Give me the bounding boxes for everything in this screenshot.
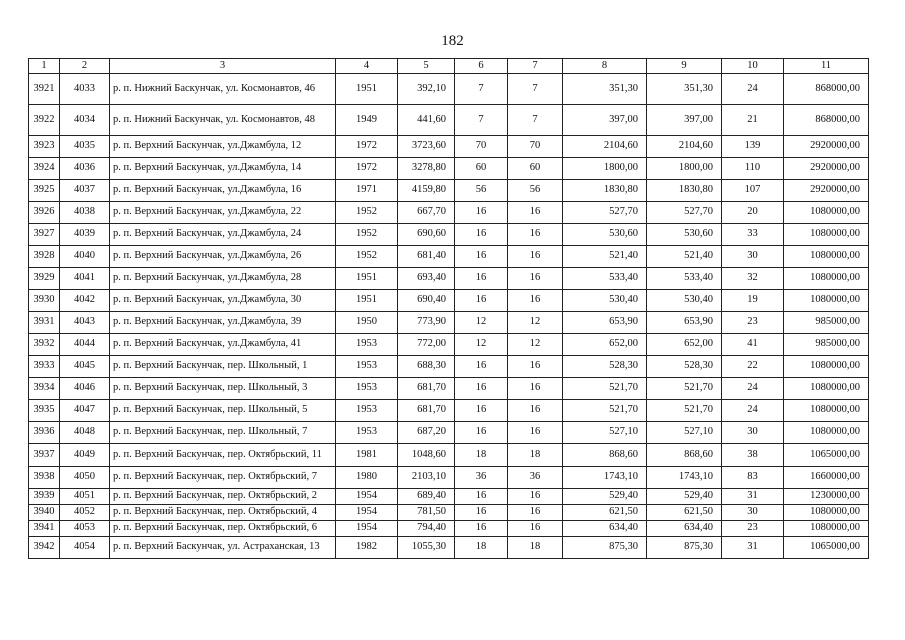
cell-row-number: 3936 (29, 422, 60, 444)
table-row (29, 158, 869, 180)
cell-address: р. п. Верхний Баскунчак, ул.Джамбула, 30 (110, 290, 336, 312)
cell-amount: 2920000,00 (784, 158, 869, 180)
cell-code: 4044 (60, 334, 110, 356)
cell-address: р. п. Верхний Баскунчак, пер. Октябрьский, 6 (110, 521, 336, 537)
cell-amount: 1080000,00 (784, 246, 869, 268)
cell-col7: 16 (508, 356, 563, 378)
cell-code: 4038 (60, 202, 110, 224)
cell-area-b: 1743,10 (647, 467, 722, 489)
cell-total-area: 681,40 (398, 246, 455, 268)
cell-col6: 16 (455, 521, 508, 537)
cell-col7: 18 (508, 444, 563, 467)
cell-area-a: 533,40 (563, 268, 647, 290)
table-row (29, 74, 869, 105)
table-row (29, 268, 869, 290)
page-number: 182 (441, 33, 464, 49)
column-header: 1 (29, 59, 60, 74)
cell-col10: 23 (722, 312, 784, 334)
cell-total-area: 681,70 (398, 400, 455, 422)
cell-row-number: 3940 (29, 505, 60, 521)
cell-address: р. п. Верхний Баскунчак, ул.Джамбула, 22 (110, 202, 336, 224)
cell-row-number: 3942 (29, 537, 60, 559)
table-row (29, 467, 869, 489)
cell-row-number: 3928 (29, 246, 60, 268)
cell-year: 1952 (336, 246, 398, 268)
cell-amount: 1080000,00 (784, 224, 869, 246)
column-header: 8 (563, 59, 647, 74)
cell-col7: 56 (508, 180, 563, 202)
cell-area-a: 397,00 (563, 105, 647, 136)
property-table (28, 58, 869, 559)
cell-area-a: 528,30 (563, 356, 647, 378)
cell-col6: 16 (455, 202, 508, 224)
cell-amount: 1080000,00 (784, 400, 869, 422)
cell-col7: 36 (508, 467, 563, 489)
cell-area-b: 2104,60 (647, 136, 722, 158)
cell-row-number: 3937 (29, 444, 60, 467)
cell-amount: 1080000,00 (784, 356, 869, 378)
cell-total-area: 687,20 (398, 422, 455, 444)
table-row (29, 224, 869, 246)
table-row (29, 489, 869, 505)
cell-col6: 16 (455, 224, 508, 246)
column-header: 9 (647, 59, 722, 74)
cell-col10: 31 (722, 537, 784, 559)
cell-col7: 18 (508, 537, 563, 559)
cell-area-b: 528,30 (647, 356, 722, 378)
cell-amount: 1080000,00 (784, 290, 869, 312)
cell-col7: 16 (508, 489, 563, 505)
cell-total-area: 4159,80 (398, 180, 455, 202)
cell-col10: 110 (722, 158, 784, 180)
cell-area-a: 527,70 (563, 202, 647, 224)
cell-row-number: 3929 (29, 268, 60, 290)
cell-code: 4054 (60, 537, 110, 559)
table-row (29, 180, 869, 202)
table-row (29, 400, 869, 422)
cell-address: р. п. Верхний Баскунчак, ул.Джамбула, 26 (110, 246, 336, 268)
cell-col7: 70 (508, 136, 563, 158)
cell-code: 4034 (60, 105, 110, 136)
cell-code: 4036 (60, 158, 110, 180)
column-header: 3 (110, 59, 336, 74)
cell-code: 4039 (60, 224, 110, 246)
cell-code: 4041 (60, 268, 110, 290)
cell-col6: 16 (455, 246, 508, 268)
cell-address: р. п. Верхний Баскунчак, ул.Джамбула, 24 (110, 224, 336, 246)
cell-amount: 1065000,00 (784, 537, 869, 559)
cell-area-a: 521,70 (563, 400, 647, 422)
cell-address: р. п. Верхний Баскунчак, ул.Джамбула, 39 (110, 312, 336, 334)
cell-area-a: 868,60 (563, 444, 647, 467)
cell-col7: 12 (508, 334, 563, 356)
cell-year: 1953 (336, 334, 398, 356)
cell-area-a: 527,10 (563, 422, 647, 444)
cell-area-b: 1830,80 (647, 180, 722, 202)
cell-col6: 18 (455, 537, 508, 559)
column-header: 6 (455, 59, 508, 74)
cell-code: 4049 (60, 444, 110, 467)
cell-amount: 1065000,00 (784, 444, 869, 467)
cell-amount: 868000,00 (784, 74, 869, 105)
cell-row-number: 3930 (29, 290, 60, 312)
cell-code: 4051 (60, 489, 110, 505)
cell-address: р. п. Верхний Баскунчак, ул.Джамбула, 28 (110, 268, 336, 290)
cell-col10: 19 (722, 290, 784, 312)
table-row (29, 444, 869, 467)
cell-amount: 985000,00 (784, 312, 869, 334)
cell-col7: 16 (508, 202, 563, 224)
cell-year: 1954 (336, 521, 398, 537)
cell-row-number: 3939 (29, 489, 60, 505)
table-row (29, 334, 869, 356)
column-header: 5 (398, 59, 455, 74)
cell-col6: 70 (455, 136, 508, 158)
cell-col6: 60 (455, 158, 508, 180)
cell-area-a: 652,00 (563, 334, 647, 356)
cell-total-area: 441,60 (398, 105, 455, 136)
cell-area-a: 653,90 (563, 312, 647, 334)
cell-amount: 1230000,00 (784, 489, 869, 505)
cell-year: 1954 (336, 489, 398, 505)
cell-area-b: 351,30 (647, 74, 722, 105)
cell-col10: 24 (722, 378, 784, 400)
column-header: 2 (60, 59, 110, 74)
cell-code: 4040 (60, 246, 110, 268)
cell-year: 1950 (336, 312, 398, 334)
cell-total-area: 2103,10 (398, 467, 455, 489)
cell-total-area: 773,90 (398, 312, 455, 334)
table-row (29, 136, 869, 158)
cell-year: 1954 (336, 505, 398, 521)
cell-total-area: 693,40 (398, 268, 455, 290)
cell-col6: 12 (455, 334, 508, 356)
cell-year: 1951 (336, 74, 398, 105)
table-row (29, 537, 869, 559)
cell-col7: 12 (508, 312, 563, 334)
cell-area-a: 530,60 (563, 224, 647, 246)
cell-col6: 7 (455, 105, 508, 136)
cell-row-number: 3941 (29, 521, 60, 537)
cell-total-area: 772,00 (398, 334, 455, 356)
cell-col7: 16 (508, 505, 563, 521)
cell-col10: 31 (722, 489, 784, 505)
cell-amount: 1660000,00 (784, 467, 869, 489)
cell-area-b: 521,40 (647, 246, 722, 268)
cell-area-b: 521,70 (647, 400, 722, 422)
cell-col10: 107 (722, 180, 784, 202)
cell-amount: 2920000,00 (784, 180, 869, 202)
cell-col10: 32 (722, 268, 784, 290)
cell-total-area: 688,30 (398, 356, 455, 378)
cell-col6: 36 (455, 467, 508, 489)
table-row (29, 505, 869, 521)
cell-area-b: 652,00 (647, 334, 722, 356)
table-row (29, 105, 869, 136)
cell-area-a: 1743,10 (563, 467, 647, 489)
cell-row-number: 3938 (29, 467, 60, 489)
cell-area-b: 621,50 (647, 505, 722, 521)
cell-col7: 16 (508, 268, 563, 290)
cell-address: р. п. Верхний Баскунчак, пер. Школьный, 1 (110, 356, 336, 378)
cell-total-area: 781,50 (398, 505, 455, 521)
cell-address: р. п. Верхний Баскунчак, пер. Школьный, 7 (110, 422, 336, 444)
cell-col6: 16 (455, 268, 508, 290)
cell-total-area: 689,40 (398, 489, 455, 505)
cell-row-number: 3921 (29, 74, 60, 105)
cell-row-number: 3931 (29, 312, 60, 334)
cell-year: 1953 (336, 356, 398, 378)
cell-col6: 56 (455, 180, 508, 202)
cell-area-b: 634,40 (647, 521, 722, 537)
cell-area-b: 530,60 (647, 224, 722, 246)
table-row (29, 202, 869, 224)
cell-amount: 1080000,00 (784, 422, 869, 444)
cell-row-number: 3933 (29, 356, 60, 378)
cell-col6: 16 (455, 378, 508, 400)
cell-col6: 7 (455, 74, 508, 105)
cell-address: р. п. Нижний Баскунчак, ул. Космонавтов, 46 (110, 74, 336, 105)
cell-area-a: 2104,60 (563, 136, 647, 158)
column-header: 7 (508, 59, 563, 74)
cell-code: 4037 (60, 180, 110, 202)
cell-col7: 16 (508, 378, 563, 400)
cell-col6: 16 (455, 400, 508, 422)
cell-area-a: 875,30 (563, 537, 647, 559)
cell-area-a: 621,50 (563, 505, 647, 521)
cell-col7: 16 (508, 290, 563, 312)
cell-year: 1972 (336, 158, 398, 180)
cell-code: 4047 (60, 400, 110, 422)
cell-code: 4035 (60, 136, 110, 158)
cell-row-number: 3924 (29, 158, 60, 180)
cell-col7: 16 (508, 422, 563, 444)
cell-total-area: 681,70 (398, 378, 455, 400)
table-row (29, 378, 869, 400)
table-row (29, 521, 869, 537)
cell-col6: 18 (455, 444, 508, 467)
table-row (29, 246, 869, 268)
cell-col7: 7 (508, 105, 563, 136)
cell-total-area: 690,60 (398, 224, 455, 246)
cell-col7: 16 (508, 521, 563, 537)
cell-amount: 985000,00 (784, 334, 869, 356)
cell-code: 4052 (60, 505, 110, 521)
cell-col10: 30 (722, 422, 784, 444)
cell-col7: 16 (508, 224, 563, 246)
cell-col10: 139 (722, 136, 784, 158)
cell-total-area: 794,40 (398, 521, 455, 537)
cell-col10: 24 (722, 400, 784, 422)
cell-amount: 1080000,00 (784, 378, 869, 400)
cell-col6: 12 (455, 312, 508, 334)
cell-row-number: 3923 (29, 136, 60, 158)
cell-area-b: 397,00 (647, 105, 722, 136)
cell-col6: 16 (455, 505, 508, 521)
cell-col10: 38 (722, 444, 784, 467)
cell-row-number: 3925 (29, 180, 60, 202)
cell-total-area: 690,40 (398, 290, 455, 312)
cell-area-b: 527,70 (647, 202, 722, 224)
cell-code: 4053 (60, 521, 110, 537)
cell-area-a: 529,40 (563, 489, 647, 505)
cell-area-a: 521,40 (563, 246, 647, 268)
cell-col6: 16 (455, 422, 508, 444)
cell-col10: 83 (722, 467, 784, 489)
cell-total-area: 667,70 (398, 202, 455, 224)
cell-area-a: 351,30 (563, 74, 647, 105)
cell-area-b: 529,40 (647, 489, 722, 505)
cell-area-b: 521,70 (647, 378, 722, 400)
cell-amount: 1080000,00 (784, 521, 869, 537)
cell-address: р. п. Верхний Баскунчак, пер. Школьный, 3 (110, 378, 336, 400)
cell-row-number: 3922 (29, 105, 60, 136)
cell-amount: 1080000,00 (784, 505, 869, 521)
cell-total-area: 3278,80 (398, 158, 455, 180)
cell-code: 4048 (60, 422, 110, 444)
cell-year: 1951 (336, 268, 398, 290)
cell-col6: 16 (455, 356, 508, 378)
cell-total-area: 392,10 (398, 74, 455, 105)
cell-year: 1953 (336, 378, 398, 400)
cell-col6: 16 (455, 290, 508, 312)
cell-address: р. п. Нижний Баскунчак, ул. Космонавтов, 48 (110, 105, 336, 136)
cell-area-b: 533,40 (647, 268, 722, 290)
cell-code: 4046 (60, 378, 110, 400)
cell-year: 1952 (336, 202, 398, 224)
header-row (29, 59, 869, 74)
cell-col10: 20 (722, 202, 784, 224)
cell-year: 1949 (336, 105, 398, 136)
cell-address: р. п. Верхний Баскунчак, пер. Октябрьский, 11 (110, 444, 336, 467)
cell-area-a: 1830,80 (563, 180, 647, 202)
cell-row-number: 3927 (29, 224, 60, 246)
cell-address: р. п. Верхний Баскунчак, пер. Октябрьский, 7 (110, 467, 336, 489)
cell-address: р. п. Верхний Баскунчак, ул. Астраханская, 13 (110, 537, 336, 559)
table-row (29, 312, 869, 334)
cell-year: 1953 (336, 400, 398, 422)
cell-address: р. п. Верхний Баскунчак, пер. Октябрьский, 4 (110, 505, 336, 521)
table-row (29, 290, 869, 312)
cell-col10: 41 (722, 334, 784, 356)
cell-total-area: 3723,60 (398, 136, 455, 158)
cell-col10: 21 (722, 105, 784, 136)
cell-year: 1972 (336, 136, 398, 158)
cell-address: р. п. Верхний Баскунчак, пер. Октябрьский, 2 (110, 489, 336, 505)
cell-area-b: 868,60 (647, 444, 722, 467)
cell-address: р. п. Верхний Баскунчак, ул.Джамбула, 12 (110, 136, 336, 158)
cell-year: 1982 (336, 537, 398, 559)
cell-col10: 30 (722, 246, 784, 268)
cell-total-area: 1048,60 (398, 444, 455, 467)
cell-amount: 868000,00 (784, 105, 869, 136)
cell-area-b: 527,10 (647, 422, 722, 444)
cell-col10: 24 (722, 74, 784, 105)
cell-code: 4033 (60, 74, 110, 105)
cell-year: 1953 (336, 422, 398, 444)
cell-year: 1981 (336, 444, 398, 467)
cell-code: 4043 (60, 312, 110, 334)
cell-year: 1952 (336, 224, 398, 246)
cell-code: 4042 (60, 290, 110, 312)
cell-area-a: 634,40 (563, 521, 647, 537)
cell-col10: 23 (722, 521, 784, 537)
column-header: 11 (784, 59, 869, 74)
cell-col7: 16 (508, 246, 563, 268)
cell-area-a: 521,70 (563, 378, 647, 400)
cell-area-b: 530,40 (647, 290, 722, 312)
cell-area-b: 875,30 (647, 537, 722, 559)
cell-col10: 33 (722, 224, 784, 246)
cell-year: 1951 (336, 290, 398, 312)
cell-amount: 1080000,00 (784, 268, 869, 290)
cell-address: р. п. Верхний Баскунчак, ул.Джамбула, 41 (110, 334, 336, 356)
cell-address: р. п. Верхний Баскунчак, пер. Школьный, 5 (110, 400, 336, 422)
cell-area-b: 1800,00 (647, 158, 722, 180)
cell-row-number: 3935 (29, 400, 60, 422)
cell-row-number: 3932 (29, 334, 60, 356)
cell-address: р. п. Верхний Баскунчак, ул.Джамбула, 14 (110, 158, 336, 180)
cell-col7: 60 (508, 158, 563, 180)
cell-area-b: 653,90 (647, 312, 722, 334)
cell-amount: 1080000,00 (784, 202, 869, 224)
table-row (29, 422, 869, 444)
cell-row-number: 3934 (29, 378, 60, 400)
cell-amount: 2920000,00 (784, 136, 869, 158)
cell-total-area: 1055,30 (398, 537, 455, 559)
cell-col7: 16 (508, 400, 563, 422)
cell-area-a: 1800,00 (563, 158, 647, 180)
cell-year: 1971 (336, 180, 398, 202)
cell-row-number: 3926 (29, 202, 60, 224)
cell-col10: 30 (722, 505, 784, 521)
cell-area-a: 530,40 (563, 290, 647, 312)
cell-address: р. п. Верхний Баскунчак, ул.Джамбула, 16 (110, 180, 336, 202)
column-header: 4 (336, 59, 398, 74)
column-header: 10 (722, 59, 784, 74)
cell-col6: 16 (455, 489, 508, 505)
cell-year: 1980 (336, 467, 398, 489)
cell-col10: 22 (722, 356, 784, 378)
cell-code: 4045 (60, 356, 110, 378)
cell-col7: 7 (508, 74, 563, 105)
table-row (29, 356, 869, 378)
cell-code: 4050 (60, 467, 110, 489)
